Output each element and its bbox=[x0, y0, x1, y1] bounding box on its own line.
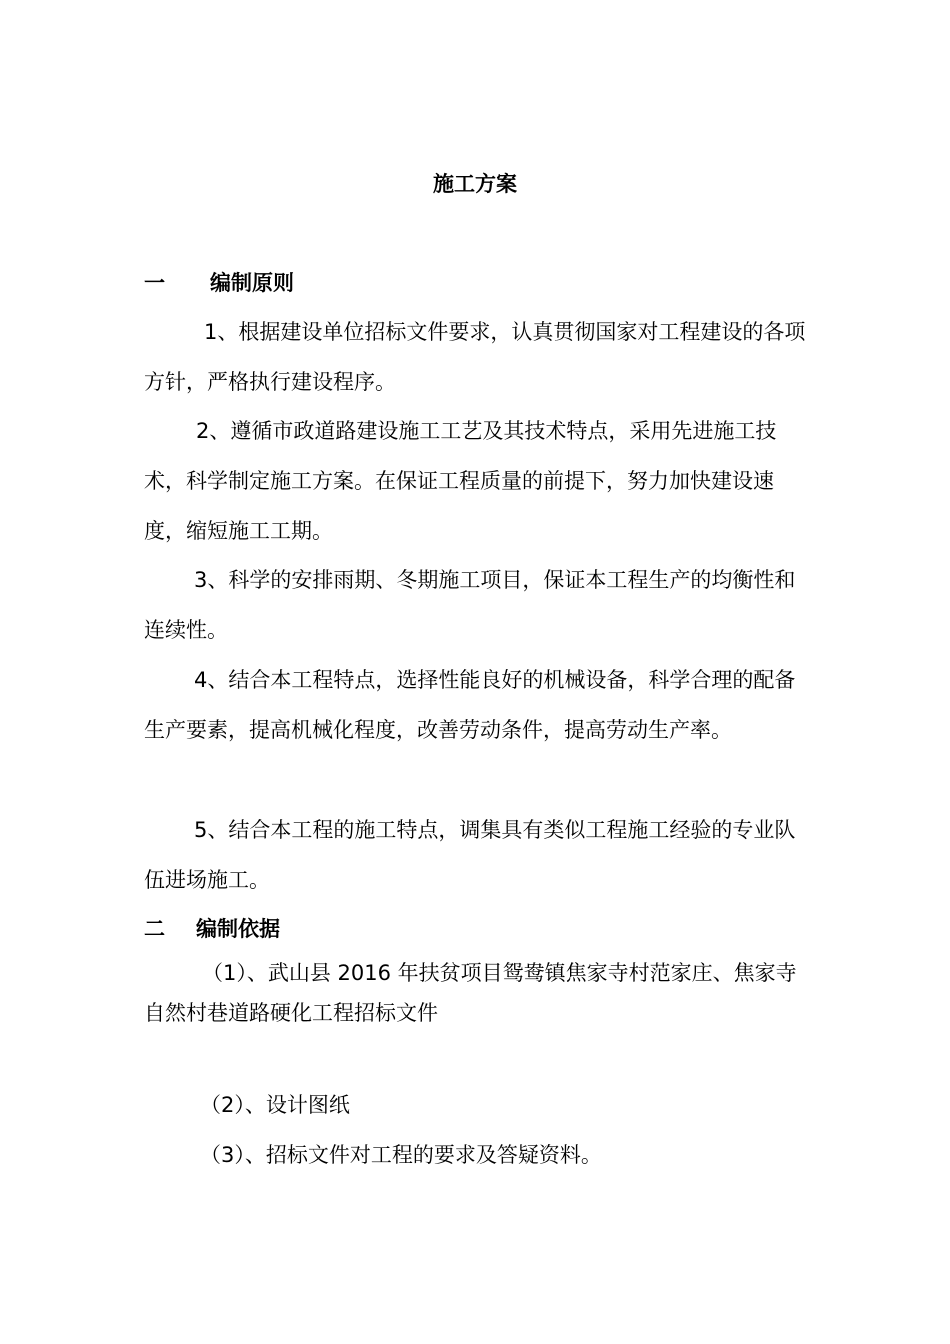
section-title-1: 编制原则 bbox=[210, 271, 294, 295]
principle-item-5: 5、结合本工程的施工特点，调集具有类似工程施工经验的专业队伍进场施工。 bbox=[144, 818, 796, 892]
section-heading-1 bbox=[144, 268, 294, 298]
principle-item-1: 1、根据建设单位招标文件要求，认真贯彻国家对工程建设的各项方针，严格执行建设程序。 bbox=[144, 320, 806, 394]
section-heading-2 bbox=[144, 914, 280, 944]
section-title-2: 编制依据 bbox=[196, 917, 280, 941]
section-number-2: 二 bbox=[144, 917, 165, 941]
principle-item-3: 3、科学的安排雨期、冬期施工项目，保证本工程生产的均衡性和连续性。 bbox=[144, 568, 796, 642]
section-number-1: 一 bbox=[144, 271, 165, 295]
principle-item-2: 2、遵循市政道路建设施工工艺及其技术特点，采用先进施工技术，科学制定施工方案。在保证工程质量的前提下，努力加快建设速度，缩短施工工期。 bbox=[144, 419, 777, 543]
basis-item-2: （2）、设计图纸 bbox=[200, 1093, 350, 1117]
basis-item-3: （3）、招标文件对工程的要求及答疑资料。 bbox=[200, 1143, 602, 1167]
document-title: 施工方案 bbox=[433, 172, 517, 196]
principle-item-4: 4、结合本工程特点，选择性能良好的机械设备，科学合理的配备生产要素，提高机械化程度，改善劳动条件，提高劳动生产率。 bbox=[144, 668, 796, 742]
basis-item-1: （1）、武山县 2016 年扶贫项目鸳鸯镇焦家寺村范家庄、焦家寺自然村巷道路硬化工程招标文件 bbox=[144, 961, 797, 1025]
